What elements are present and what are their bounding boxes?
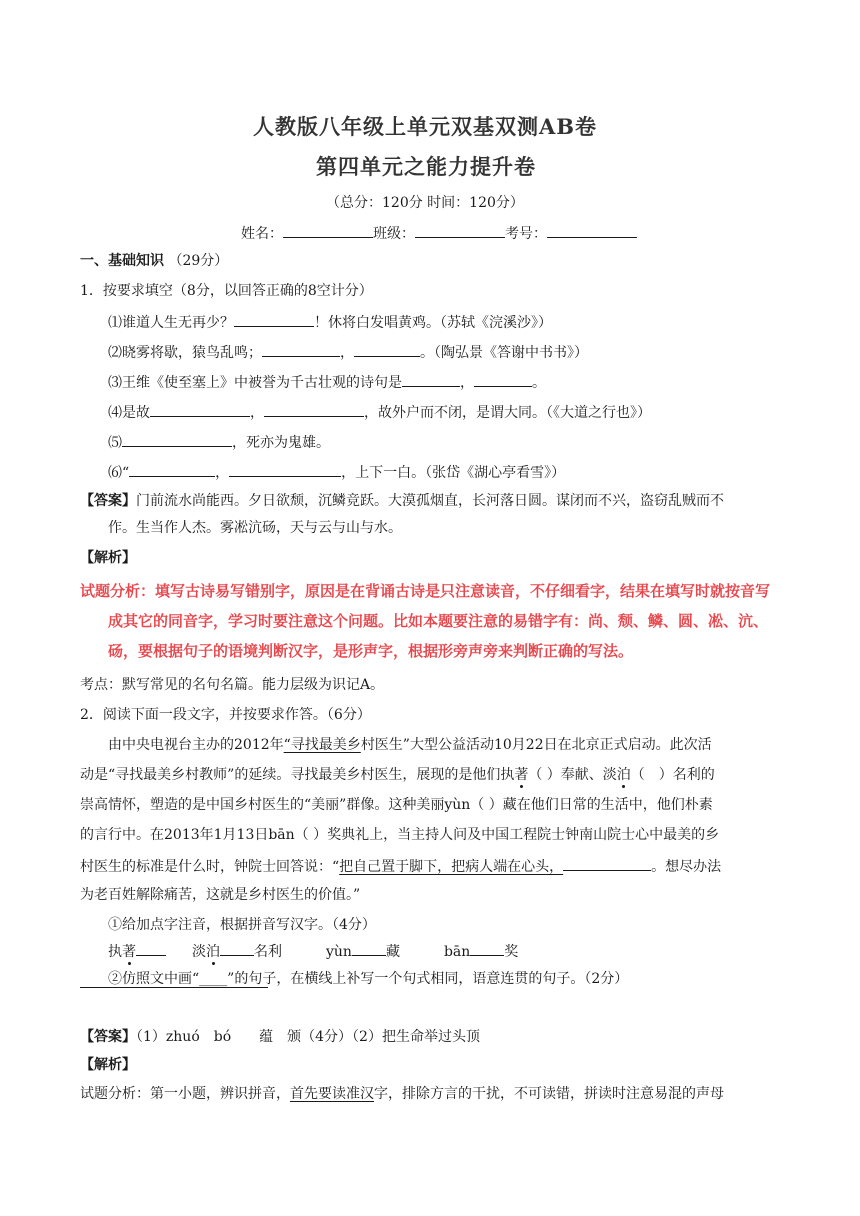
q2-fill-2-text: 淡 bbox=[192, 944, 206, 960]
q2-p5-text-a: 村医生的标准是什么时，钟院士回答说：“ bbox=[80, 859, 340, 875]
q2-analysis-line bbox=[80, 1084, 724, 1104]
exam-subtitle: 第四单元之能力提升卷 bbox=[316, 154, 536, 179]
q1-blank-9[interactable] bbox=[129, 461, 215, 477]
q1-blank-8[interactable] bbox=[122, 431, 232, 447]
q1-answer-text-1: 门前流水尚能西。夕日欲颓，沉鳞竞跃。大漠孤烟直，长河落日圆。谋闭而不兴，盗窃乱贼而不 bbox=[136, 493, 724, 509]
q2-sub-2: ②仿照文中画“____”的句子，在横线上补写一个句式相同，语意连贯的句子。（2分） bbox=[108, 971, 629, 987]
q2-fill-line bbox=[108, 940, 518, 962]
q1-answer-line-2: 作。生当作人杰。雾凇沆砀，天与云与山与水。 bbox=[108, 520, 402, 536]
q1-line-4-text-c: ，故外户而不闭，是谓大同。（《大道之行也》） bbox=[364, 405, 651, 421]
q1-prompt: 1．按要求填空（8分，以回答正确的8空计分） bbox=[80, 283, 373, 299]
q1-answer-line-1 bbox=[80, 491, 724, 511]
q2-p1-underlined: “寻找最美乡 bbox=[283, 737, 361, 753]
footnote-divider bbox=[80, 987, 268, 988]
q1-line-6 bbox=[108, 461, 565, 483]
section-heading bbox=[80, 251, 228, 271]
q2-fill-3-pinyin: yùn bbox=[326, 944, 352, 960]
q2-sub-1: ①给加点字注音，根据拼音写汉字。（4分） bbox=[108, 917, 376, 933]
q2-passage-line-4: 的言行中。在2013年1月13日bān（ ）奖典礼上，当主持人问及中国工程院士钟南山院士心中最美的乡 bbox=[80, 827, 720, 843]
q2-analysis-underlined: 首先要读准汉 bbox=[290, 1086, 374, 1102]
q2-fill-4-suffix: 奖 bbox=[504, 944, 519, 960]
q1-line-4-text-a: ⑷是故 bbox=[108, 405, 150, 421]
q1-blank-4[interactable] bbox=[402, 371, 460, 387]
q2-answer bbox=[80, 1027, 480, 1047]
name-label: 姓名： bbox=[241, 226, 283, 242]
q2-p5-text-c: 。想尽办法 bbox=[651, 859, 722, 875]
q1-line-2-text-a: ⑵晓雾将歇，猿鸟乱鸣； bbox=[108, 345, 262, 361]
q2-p2-text-a: 动是“寻找最美乡村教师”的延续。寻找最美乡村医生，展现的是他们执 bbox=[80, 767, 515, 783]
q2-passage-line-3: 崇高情怀，塑造的是中国乡村医生的“美丽”群像。这种美丽yùn（ ）藏在他们日常的生活中，他们朴素 bbox=[80, 797, 713, 813]
class-blank[interactable] bbox=[415, 222, 505, 238]
q1-line-6-text-a: ⑹“ bbox=[108, 465, 130, 481]
q1-line-1-text-b: ！休将白发唱黄鸡。（苏轼《浣溪沙》） bbox=[314, 315, 552, 331]
q1-line-3-text-b: ， bbox=[460, 375, 474, 391]
q2-p1-text-c: 村医生”大型公益活动10月22日在北京正式启动。此次活 bbox=[360, 737, 712, 753]
q2-p2-text-e: （ ）名利的 bbox=[630, 767, 715, 783]
q1-answer-tag: 【答案】 bbox=[80, 493, 136, 509]
q2-fill-2-dotted: 泊 bbox=[206, 944, 220, 960]
q1-point: 考点：默写常见的名句名篇。能力层级为识记A。 bbox=[80, 677, 385, 693]
q1-line-6-text-c: ，上下一白。（张岱《湖心亭看雪》） bbox=[341, 465, 566, 481]
q1-line-1-text-a: ⑴谁道人生无再少？ bbox=[108, 315, 234, 331]
q1-line-3 bbox=[108, 371, 546, 393]
name-blank[interactable] bbox=[283, 222, 373, 238]
q2-fill-2-suffix: 名利 bbox=[254, 944, 282, 960]
q2-p5-underlined: 把自己置于脚下，把病人端在心头， bbox=[339, 859, 564, 875]
q1-line-3-text-c: 。 bbox=[532, 375, 546, 391]
q2-passage-line-6: 为老百姓解除痛苦，这就是乡村医生的价值。” bbox=[80, 887, 361, 903]
q2-passage-line-5 bbox=[80, 855, 721, 877]
q1-blank-5[interactable] bbox=[474, 371, 532, 387]
q2-passage-line-2 bbox=[80, 765, 715, 785]
q1-blank-3[interactable] bbox=[354, 341, 420, 357]
class-label: 班级： bbox=[373, 226, 415, 242]
q2-fill-4-pinyin: bān bbox=[443, 944, 471, 960]
q1-line-5-text-a: ⑸ bbox=[108, 435, 122, 451]
q1-line-2 bbox=[108, 341, 588, 363]
q1-blank-7[interactable] bbox=[264, 401, 364, 417]
q2-answer-tag: 【答案】 bbox=[80, 1029, 136, 1045]
q2-p2-dotted-char-2: 泊 bbox=[616, 767, 631, 783]
q1-analysis-tag: 【解析】 bbox=[80, 550, 136, 566]
q2-p2-text-c: （ ）奉献、淡 bbox=[528, 767, 617, 783]
q2-prompt: 2．阅读下面一段文字，并按要求作答。（6分） bbox=[80, 707, 371, 723]
q1-line-6-text-b: ， bbox=[215, 465, 230, 481]
q2-fill-blank-2[interactable] bbox=[220, 940, 254, 956]
q1-analysis-line-1: 试题分析：填写古诗易写错别字，原因是在背诵古诗是只注意读音，不仔细看字，结果在填写时就按音写 bbox=[80, 582, 771, 600]
q1-line-3-text-a: ⑶王维《使至塞上》中被誉为千古壮观的诗句是 bbox=[108, 375, 402, 391]
q1-line-4-text-b: ， bbox=[250, 405, 264, 421]
exam-no-label: 考号： bbox=[505, 226, 547, 242]
q2-fill-3-suffix: 藏 bbox=[385, 944, 400, 960]
student-info-line bbox=[241, 222, 637, 244]
q2-passage-line-1 bbox=[108, 735, 712, 755]
exam-meta: （总分：120分 时间：120分） bbox=[326, 195, 524, 211]
exam-title: 人教版八年级上单元双基双测AB卷 bbox=[253, 114, 598, 139]
q1-line-5 bbox=[108, 431, 330, 453]
q2-fill-1-text: 执 bbox=[108, 944, 122, 960]
q2-p1-text-a: 由中央电视台主办的2012年 bbox=[108, 737, 284, 753]
q1-blank-10[interactable] bbox=[229, 461, 341, 477]
q2-fill-blank-3[interactable] bbox=[352, 940, 386, 956]
q1-line-5-text-b: ，死亦为鬼雄。 bbox=[232, 435, 330, 451]
exam-no-blank[interactable] bbox=[547, 222, 637, 238]
q1-blank-1[interactable] bbox=[234, 311, 314, 327]
q1-analysis-line-2: 成其它的同音字，学习时要注意这个问题。比如本题要注意的易错字有：尚、颓、鳞、圆、凇、沆、 bbox=[108, 612, 769, 630]
q2-answer-text: （1）zhuó bó 蕴 颁（4分）（2）把生命举过头顶 bbox=[136, 1029, 480, 1045]
q2-fill-blank-4[interactable] bbox=[470, 940, 504, 956]
q2-imitation-blank[interactable] bbox=[563, 855, 651, 871]
q2-p2-dotted-char-1: 著 bbox=[514, 767, 529, 783]
q1-line-1 bbox=[108, 311, 552, 333]
q2-analysis-text-c: 字，排除方言的干扰，不可读错，拼读时注意易混的声母 bbox=[374, 1086, 724, 1102]
q1-line-2-text-c: 。（陶弘景《答谢中书书》） bbox=[420, 345, 588, 361]
q1-blank-6[interactable] bbox=[150, 401, 250, 417]
q2-fill-blank-1[interactable] bbox=[136, 940, 166, 956]
q1-analysis-line-3: 砀，要根据句子的语境判断汉字，是形声字，根据形旁声旁来判断正确的写法。 bbox=[108, 642, 634, 660]
section-title: 一、基础知识 bbox=[80, 253, 164, 269]
q2-fill-1-dotted: 著 bbox=[122, 944, 136, 960]
q2-analysis-text-a: 试题分析：第一小题，辨识拼音， bbox=[80, 1086, 290, 1102]
section-points: （29分） bbox=[168, 253, 229, 269]
q1-line-4 bbox=[108, 401, 651, 423]
q2-analysis-tag: 【解析】 bbox=[80, 1057, 136, 1073]
q1-line-2-text-b: ， bbox=[340, 345, 354, 361]
q1-blank-2[interactable] bbox=[262, 341, 340, 357]
